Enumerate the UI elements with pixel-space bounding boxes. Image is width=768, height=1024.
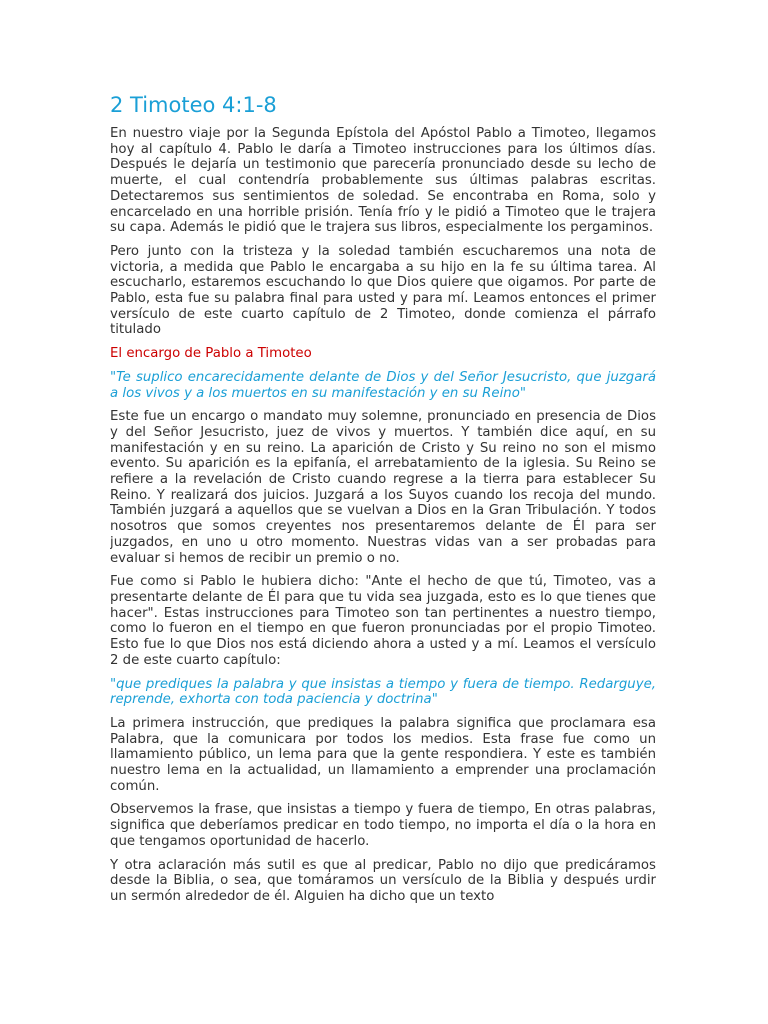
paragraph-solemn-charge: Este fue un encargo o mandato muy solemne, pronunciado en presencia de Dios y del Señor Jesucristo, juez de vivos y muertos. Y también dice aquí, en su manifestación y en su reino. La aparición de Cristo y Su reino no son el mismo evento. Su aparición es la epifanía, el arrebatamiento de la iglesia. Su Reino se refiere a la revelación de Cristo cuando regrese a la tierra para establecer Su Reino. Y realizará dos juicios. Juzgará a los Suyos cuando los recoja del mundo. También juzgará a aquellos que se vuelvan a Dios en la Gran Tribulación. Y todos nosotros que somos creyentes nos presentaremos delante de Él para ser juzgados, en uno u otro momento. Nuestras vidas van a ser probadas para evaluar si hemos de recibir un premio o no. [110, 409, 656, 566]
document-page [110, 86, 656, 1024]
paragraph-intro: En nuestro viaje por la Segunda Epístola del Apóstol Pablo a Timoteo, llegamos hoy al capítulo 4. Pablo le daría a Timoteo instrucciones para los últimos días. Después le dejaría un testimonio que parecería pronunciado desde su lecho de muerte, el cual contendría probablemente sus últimas palabras escritas. Detectaremos sus sentimientos de soledad. Se encontraba en Roma, solo y encarcelado en una horrible prisión. Tenía frío y le pidió a Timoteo que le trajera su capa. Además le pidió que le trajera sus libros, especialmente los pergaminos. [110, 126, 656, 236]
paragraph-subtle-clarification: Y otra aclaración más sutil es que al predicar, Pablo no dijo que predicáramos desde la Biblia, o sea, que tomáramos un versículo de la Biblia y después urdir un sermón alrededor de él. Alguien ha dicho que un texto [110, 857, 656, 904]
page-title: 2 Timoteo 4:1-8 [110, 93, 277, 117]
scripture-quote-verse-1 [110, 370, 656, 401]
paragraph-victory: Pero junto con la tristeza y la soledad también escucharemos una nota de victoria, a medida que Pablo le encargaba a su hijo en la fe su última tarea. Al escucharlo, estaremos escuchando lo que Dios quiere que oigamos. Por parte de Pablo, esta fue su palabra final para usted y para mí. Leamos entonces el primer versículo de este cuarto capítulo de 2 Timoteo, donde comienza el párrafo titulado [110, 243, 656, 338]
scripture-quote-verse-2 [110, 677, 656, 708]
paragraph-as-if-paul: Fue como si Pablo le hubiera dicho: "Ante el hecho de que tú, Timoteo, vas a presentarte delante de Él para que tu vida sea juzgada, esto es lo que tienes que hacer". Estas instrucciones para Timoteo son tan pertinentes a nuestro tiempo, como lo fueron en el tiempo en que fueron pronunciadas por el propio Timoteo. Esto fue lo que Dios nos está diciendo ahora a usted y a mí. Leamos el versículo 2 de este cuarto capítulo: [110, 574, 656, 668]
quote-text: "Te suplico encarecidamente delante de Dios y del Señor Jesucristo, que juzgará a los vivos y a los muertos en su manifestación y en su Reino [110, 369, 656, 401]
quote-close-mark: " [519, 385, 526, 401]
paragraph-first-instruction: La primera instrucción, que prediques la palabra significa que proclamara esa Palabra, que la comunicara por todos los medios. Esta frase fue como un llamamiento público, un lema para que la gente respondiera. Y este es también nuestro lema en la actualidad, un llamamiento a emprender una proclamación común. [110, 715, 656, 794]
quote-text: que prediques la palabra y que insistas a tiempo y fuera de tiempo. Redarguye, reprende, exhorta con toda paciencia y doctrina [110, 676, 656, 708]
section-subheading: El encargo de Pablo a Timoteo [110, 346, 312, 362]
paragraph-in-season: Observemos la frase, que insistas a tiempo y fuera de tiempo, En otras palabras, significa que deberíamos predicar en todo tiempo, no importa el día o la hora en que tengamos oportunidad de hacerlo. [110, 802, 656, 849]
quote-open-mark: " [110, 676, 117, 692]
quote-close-mark: " [431, 692, 438, 708]
